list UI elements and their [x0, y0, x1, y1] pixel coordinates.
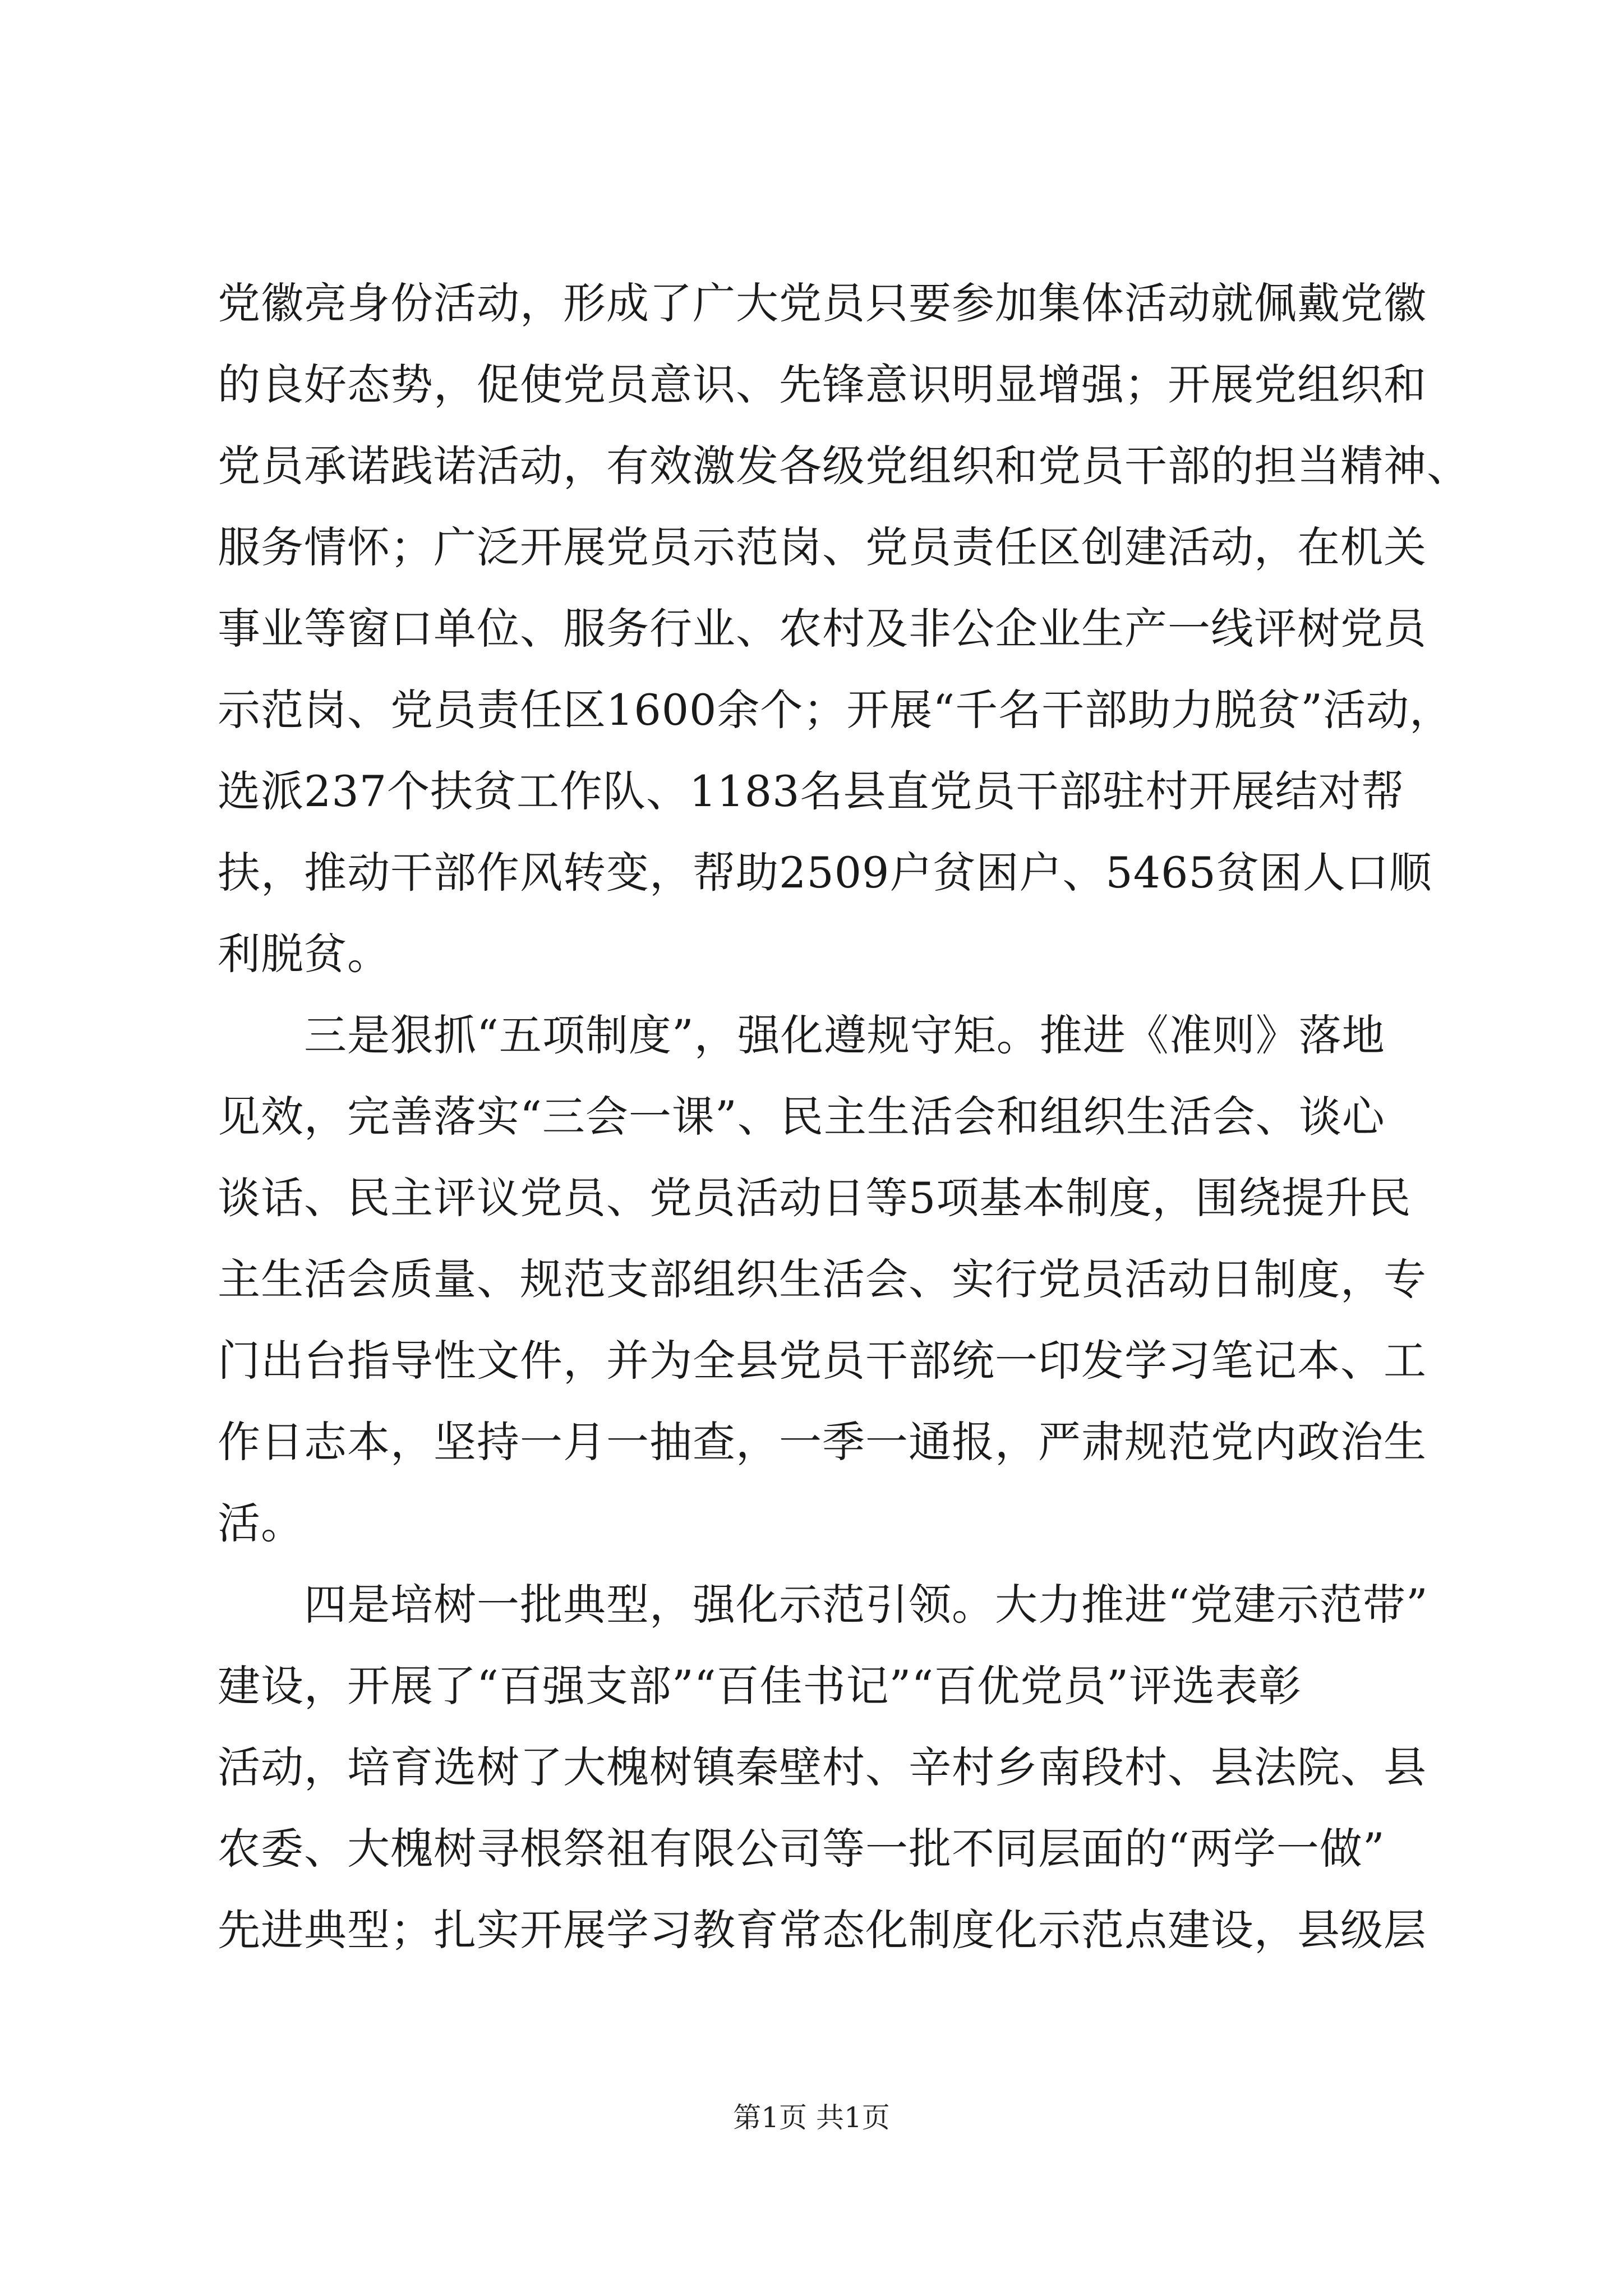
text-line: 建设，开展了“百强支部”“百佳书记”“百优党员”评选表彰 [218, 1661, 1302, 1711]
text-line: 利脱贫。 [218, 929, 390, 979]
page-footer [0, 2098, 1623, 2137]
text-line: 服务情怀；广泛开展党员示范岗、党员责任区创建活动，在机关 [218, 522, 1427, 572]
text-line: 作日志本，坚持一月一抽查，一季一通报，严肃规范党内政治生 [218, 1417, 1427, 1467]
text-line: 的良好态势，促使党员意识、先锋意识明显增强；开展党组织和 [218, 360, 1427, 409]
text-line: 农委、大槐树寻根祭祖有限公司等一批不同层面的“两学一做” [218, 1824, 1385, 1874]
text-line: 扶，推动干部作风转变，帮助2509户贫困户、5465贫困人口顺 [218, 848, 1432, 898]
text-line: 选派237个扶贫工作队、1183名县直党员干部驻村开展结对帮 [218, 766, 1405, 816]
text-line: 活。 [218, 1498, 304, 1548]
text-line: 三是狠抓“五项制度”，强化遵规守矩。推进《准则》落地 [218, 1010, 1385, 1060]
document-body [218, 263, 1474, 1971]
text-line: 党徽亮身份活动，形成了广大党员只要参加集体活动就佩戴党徽 [218, 278, 1427, 328]
text-line: 门出台指导性文件，并为全县党员干部统一印发学习笔记本、工 [218, 1336, 1427, 1386]
text-line: 事业等窗口单位、服务行业、农村及非公企业生产一线评树党员 [218, 604, 1427, 654]
text-line: 见效，完善落实“三会一课”、民主生活会和组织生活会、谈心 [218, 1092, 1385, 1142]
text-line: 谈话、民主评议党员、党员活动日等5项基本制度，围绕提升民 [218, 1173, 1412, 1223]
text-line: 四是培树一批典型，强化示范引领。大力推进“党建示范带” [218, 1580, 1428, 1630]
text-line: 先进典型；扎实开展学习教育常态化制度化示范点建设，县级层 [218, 1905, 1427, 1955]
text-line: 党员承诺践诺活动，有效激发各级党组织和党员干部的担当精神、 [218, 441, 1470, 491]
page-number-label: 第1页 共1页 [733, 2101, 890, 2134]
text-line: 主生活会质量、规范支部组织生活会、实行党员活动日制度，专 [218, 1254, 1427, 1304]
text-line: 活动，培育选树了大槐树镇秦壁村、辛村乡南段村、县法院、县 [218, 1742, 1427, 1792]
text-line: 示范岗、党员责任区1600余个；开展“千名干部助力脱贫”活动， [218, 685, 1453, 735]
